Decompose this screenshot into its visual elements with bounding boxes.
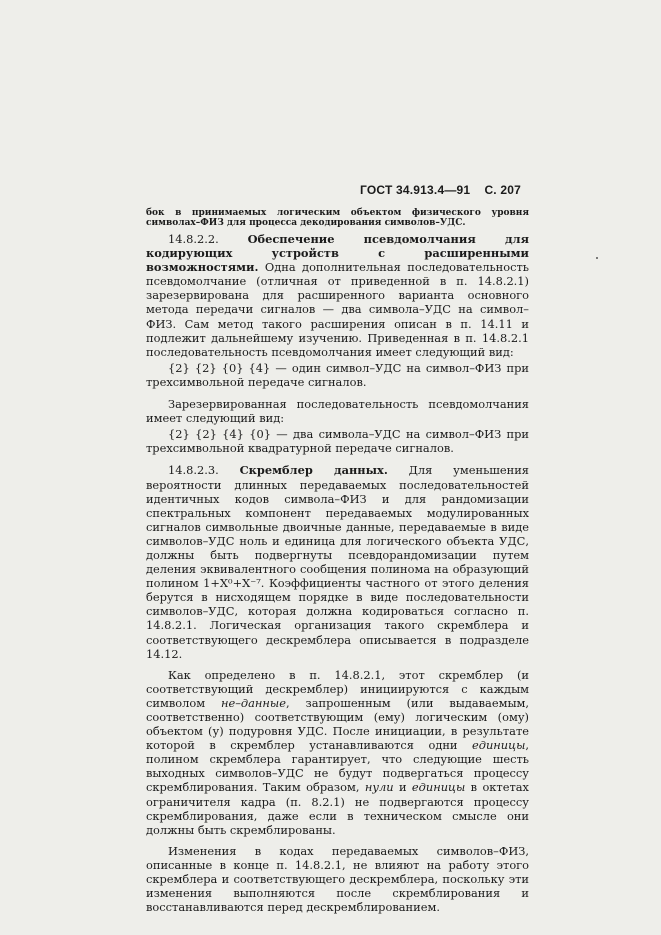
speck-mark <box>596 257 598 259</box>
section-body: Одна дополнительная последовательность псевдомолчание (отличная от приведенной в п. 14.8.2.1) зарезервирована для расширенного варианта основного метода передачи сигналов — два символа–УДС на символ–ФИЗ. Сам метод такого расширения описан в п. 14.11 и подлежит дальнейшему изучению. Приведенная в п. 14.8.2.1 последовательность псевдомолчания имеет следующий вид: <box>146 260 529 359</box>
section-14-8-2-2 <box>146 232 529 359</box>
page-header <box>360 183 521 197</box>
text-run: , полином скремблера гарантирует, что следующие шесть выходных символов–УДС не будут подвергаться процессу скремблирования. Таким образом, <box>146 738 529 795</box>
italic-term: единицы <box>411 780 466 795</box>
page-number: С. 207 <box>484 183 521 197</box>
text-run: , запрошенным (или выдаваемым, соответственно) соответствующим (ему) логическим (ому) объектом (у) подуровня УДС. После инициации, в результате которой в скремблер устанавливаются одни <box>146 695 529 753</box>
section-title: Скремблер данных. <box>239 463 388 478</box>
text-run: Как определено в п. 14.8.2.1, этот скремблер (и соответствующий дескремблер) инициируются с каждым символом <box>146 667 529 710</box>
italic-term: не–данные <box>220 695 286 710</box>
continued-paragraph: бок в принимаемых логическим объектом физического уровня символах–ФИЗ для процесса декодирования символов–УДС. <box>146 208 529 228</box>
sequence-formula-1: {2} {2} {0} {4} — один символ–УДС на символ–ФИЗ при трехсимвольной передаче сигналов. <box>146 360 529 389</box>
section-body-b: Коэффициенты частного от этого деления берутся в нисходящем порядке в виде последовательности символов–УДС, которая должна кодироваться согласно п. 14.8.2.1. Логическая организация такого скремблера и соответствующего дескремблера описывается в подразделе 14.12. <box>146 576 529 661</box>
section-14-8-2-3 <box>146 463 529 660</box>
reserved-sequence-paragraph: Зарезервированная последовательность псевдомолчания имеет следующий вид: <box>146 397 529 426</box>
section-title: Обеспечение псевдомолчания для кодирующих устройств с расширенными возможностями. <box>146 232 529 275</box>
scrambler-init-paragraph <box>146 668 529 837</box>
text-run: в октетах ограничителя кадра (п. 8.2.1) не подвергаются процессу скремблирования, даже если в техническом смысле они должны быть скремблированы. <box>146 780 529 837</box>
generator-polynomial: 1+X⁰+X⁻⁷. <box>203 576 265 591</box>
section-body-a: Для уменьшения вероятности длинных передаваемых последовательностей идентичных кодов символа–ФИЗ и для рандомизации спектральных компонент передаваемых модулированных сигналов символьные двоичные данные, передаваемые в виде символов–УДС ноль и единица для логического объекта УДС, должны быть подвергнуты псевдорандомизации путем деления эквивалентного сообщения полинома на образующий полином <box>146 463 529 591</box>
section-number: 14.8.2.3. <box>168 463 219 478</box>
sequence-formula-2: {2} {2} {4} {0} — два символа–УДС на символ–ФИЗ при трехсимвольной квадратурной передаче сигналов. <box>146 427 529 456</box>
standard-number: ГОСТ 34.913.4—91 <box>360 183 471 197</box>
italic-term: нули <box>364 780 394 795</box>
section-number: 14.8.2.2. <box>168 232 219 246</box>
body-text <box>146 208 529 921</box>
code-change-paragraph: Изменения в кодах передаваемых символов–ФИЗ, описанные в конце п. 14.8.2.1, не влияют на работу этого скремблера и соответствующего дескремблера, поскольку эти изменения выполняются после скремблирования и восстанавливаются перед дескремблированием. <box>146 843 529 915</box>
text-run: и <box>393 780 412 795</box>
italic-term: единицы <box>472 738 526 753</box>
